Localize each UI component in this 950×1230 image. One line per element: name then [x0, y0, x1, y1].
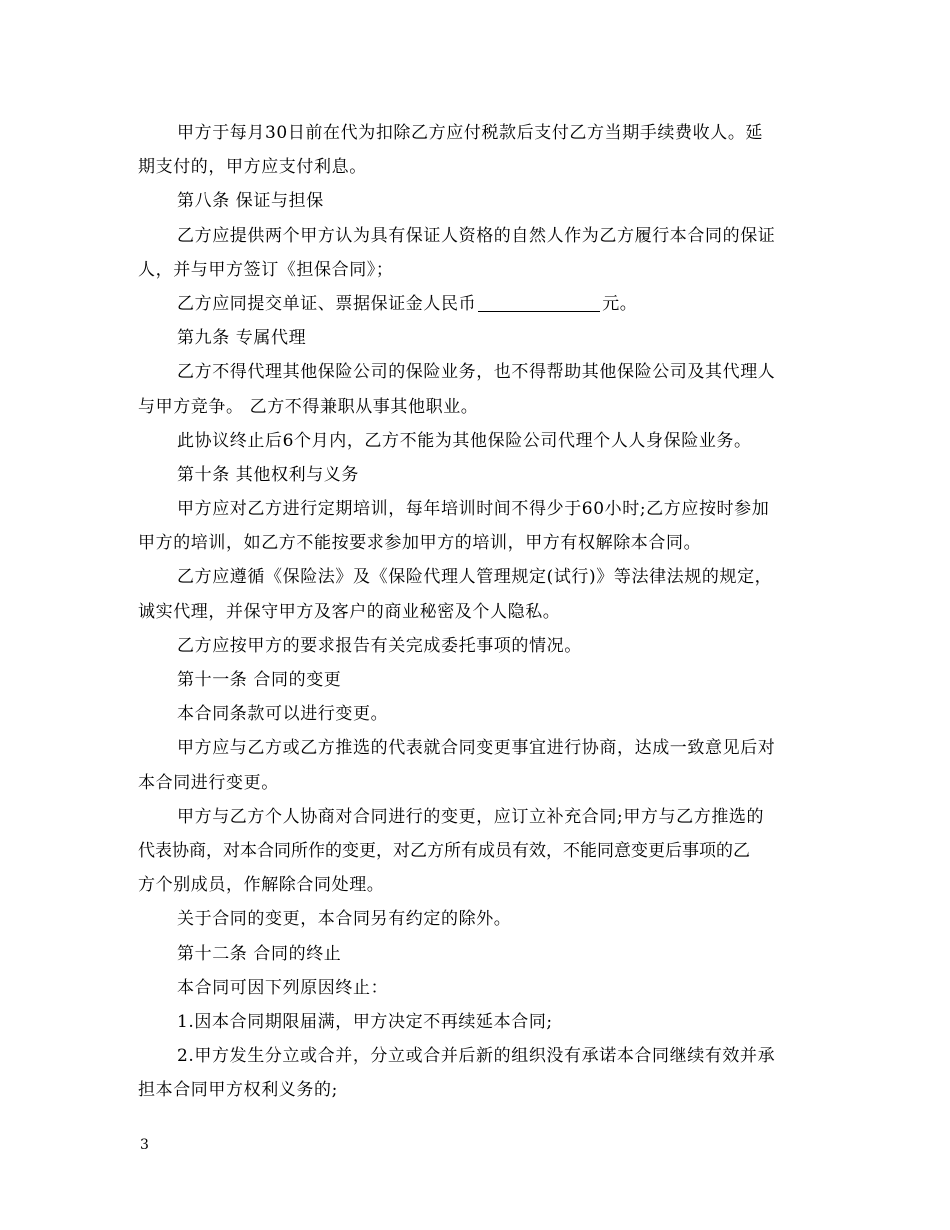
paragraph-line: 代表协商，对本合同所作的变更，对乙方所有成员有效，不能同意变更后事项的乙 — [138, 840, 750, 861]
paragraph-line: 本合同条款可以进行变更。 — [177, 704, 389, 725]
paragraph-line: 方个别成员，作解除合同处理。 — [138, 875, 385, 896]
paragraph-line: 人，并与甲方签订《担保合同》； — [138, 259, 394, 280]
paragraph-line: 与甲方竞争。 乙方不得兼职从事其他职业。 — [138, 396, 479, 417]
section-heading-8: 第八条 保证与担保 — [177, 191, 324, 212]
paragraph-line: 关于合同的变更，本合同另有约定的除外。 — [177, 909, 512, 930]
deposit-line — [138, 287, 813, 321]
deposit-unit: 元。 — [602, 293, 638, 314]
paragraph-line: 此协议终止后6个月内，乙方不能为其他保险公司代理个人人身保险业务。 — [177, 430, 752, 451]
paragraph-line: 甲方的培训，如乙方不能按要求参加甲方的培训，甲方有权解除本合同。 — [138, 533, 702, 554]
paragraph-line: 担本合同甲方权利义务的; — [138, 1080, 338, 1101]
paragraph-line: 本合同可因下列原因终止： — [177, 977, 389, 998]
amount-blank — [478, 293, 600, 312]
page-number: 3 — [140, 1137, 149, 1153]
paragraph-line: 甲方应与乙方或乙方推选的代表就合同变更事宜进行协商，达成一致意见后对 — [177, 738, 776, 759]
paragraph-line: 甲方与乙方个人协商对合同进行的变更，应订立补充合同;甲方与乙方推选的 — [177, 806, 765, 827]
document-body — [138, 116, 813, 1107]
list-item: 2.甲方发生分立或合并，分立或合并后新的组织没有承诺本合同继续有效并承 — [177, 1046, 776, 1067]
section-heading-12: 第十二条 合同的终止 — [177, 943, 342, 964]
paragraph-line: 乙方应遵循《保险法》及《保险代理人管理规定(试行)》等法律法规的规定， — [177, 567, 773, 588]
paragraph-line: 期支付的，甲方应支付利息。 — [138, 157, 367, 178]
paragraph-line: 乙方应提供两个甲方认为具有保证人资格的自然人作为乙方履行本合同的保证 — [177, 225, 776, 246]
section-heading-11: 第十一条 合同的变更 — [177, 670, 342, 690]
paragraph-line: 乙方不得代理其他保险公司的保险业务，也不得帮助其他保险公司及其代理人 — [177, 362, 776, 383]
paragraph-line: 诚实代理，并保守甲方及客户的商业秘密及个人隐私。 — [138, 601, 561, 622]
paragraph-line: 乙方应按甲方的要求报告有关完成委托事项的情况。 — [177, 635, 582, 656]
list-item: 1.因本合同期限届满，甲方决定不再续延本合同; — [177, 1011, 553, 1032]
section-heading-10: 第十条 其他权利与义务 — [177, 464, 360, 485]
paragraph-line: 本合同进行变更。 — [138, 772, 279, 793]
paragraph-line: 甲方于每月30日前在代为扣除乙方应付税款后支付乙方当期手续费收人。延 — [177, 123, 764, 143]
section-heading-9: 第九条 专属代理 — [177, 328, 307, 349]
paragraph-line: 甲方应对乙方进行定期培训，每年培训时间不得少于60小时;乙方应按时参加 — [177, 499, 770, 520]
deposit-text: 乙方应同提交单证、票据保证金人民币 — [177, 293, 477, 314]
